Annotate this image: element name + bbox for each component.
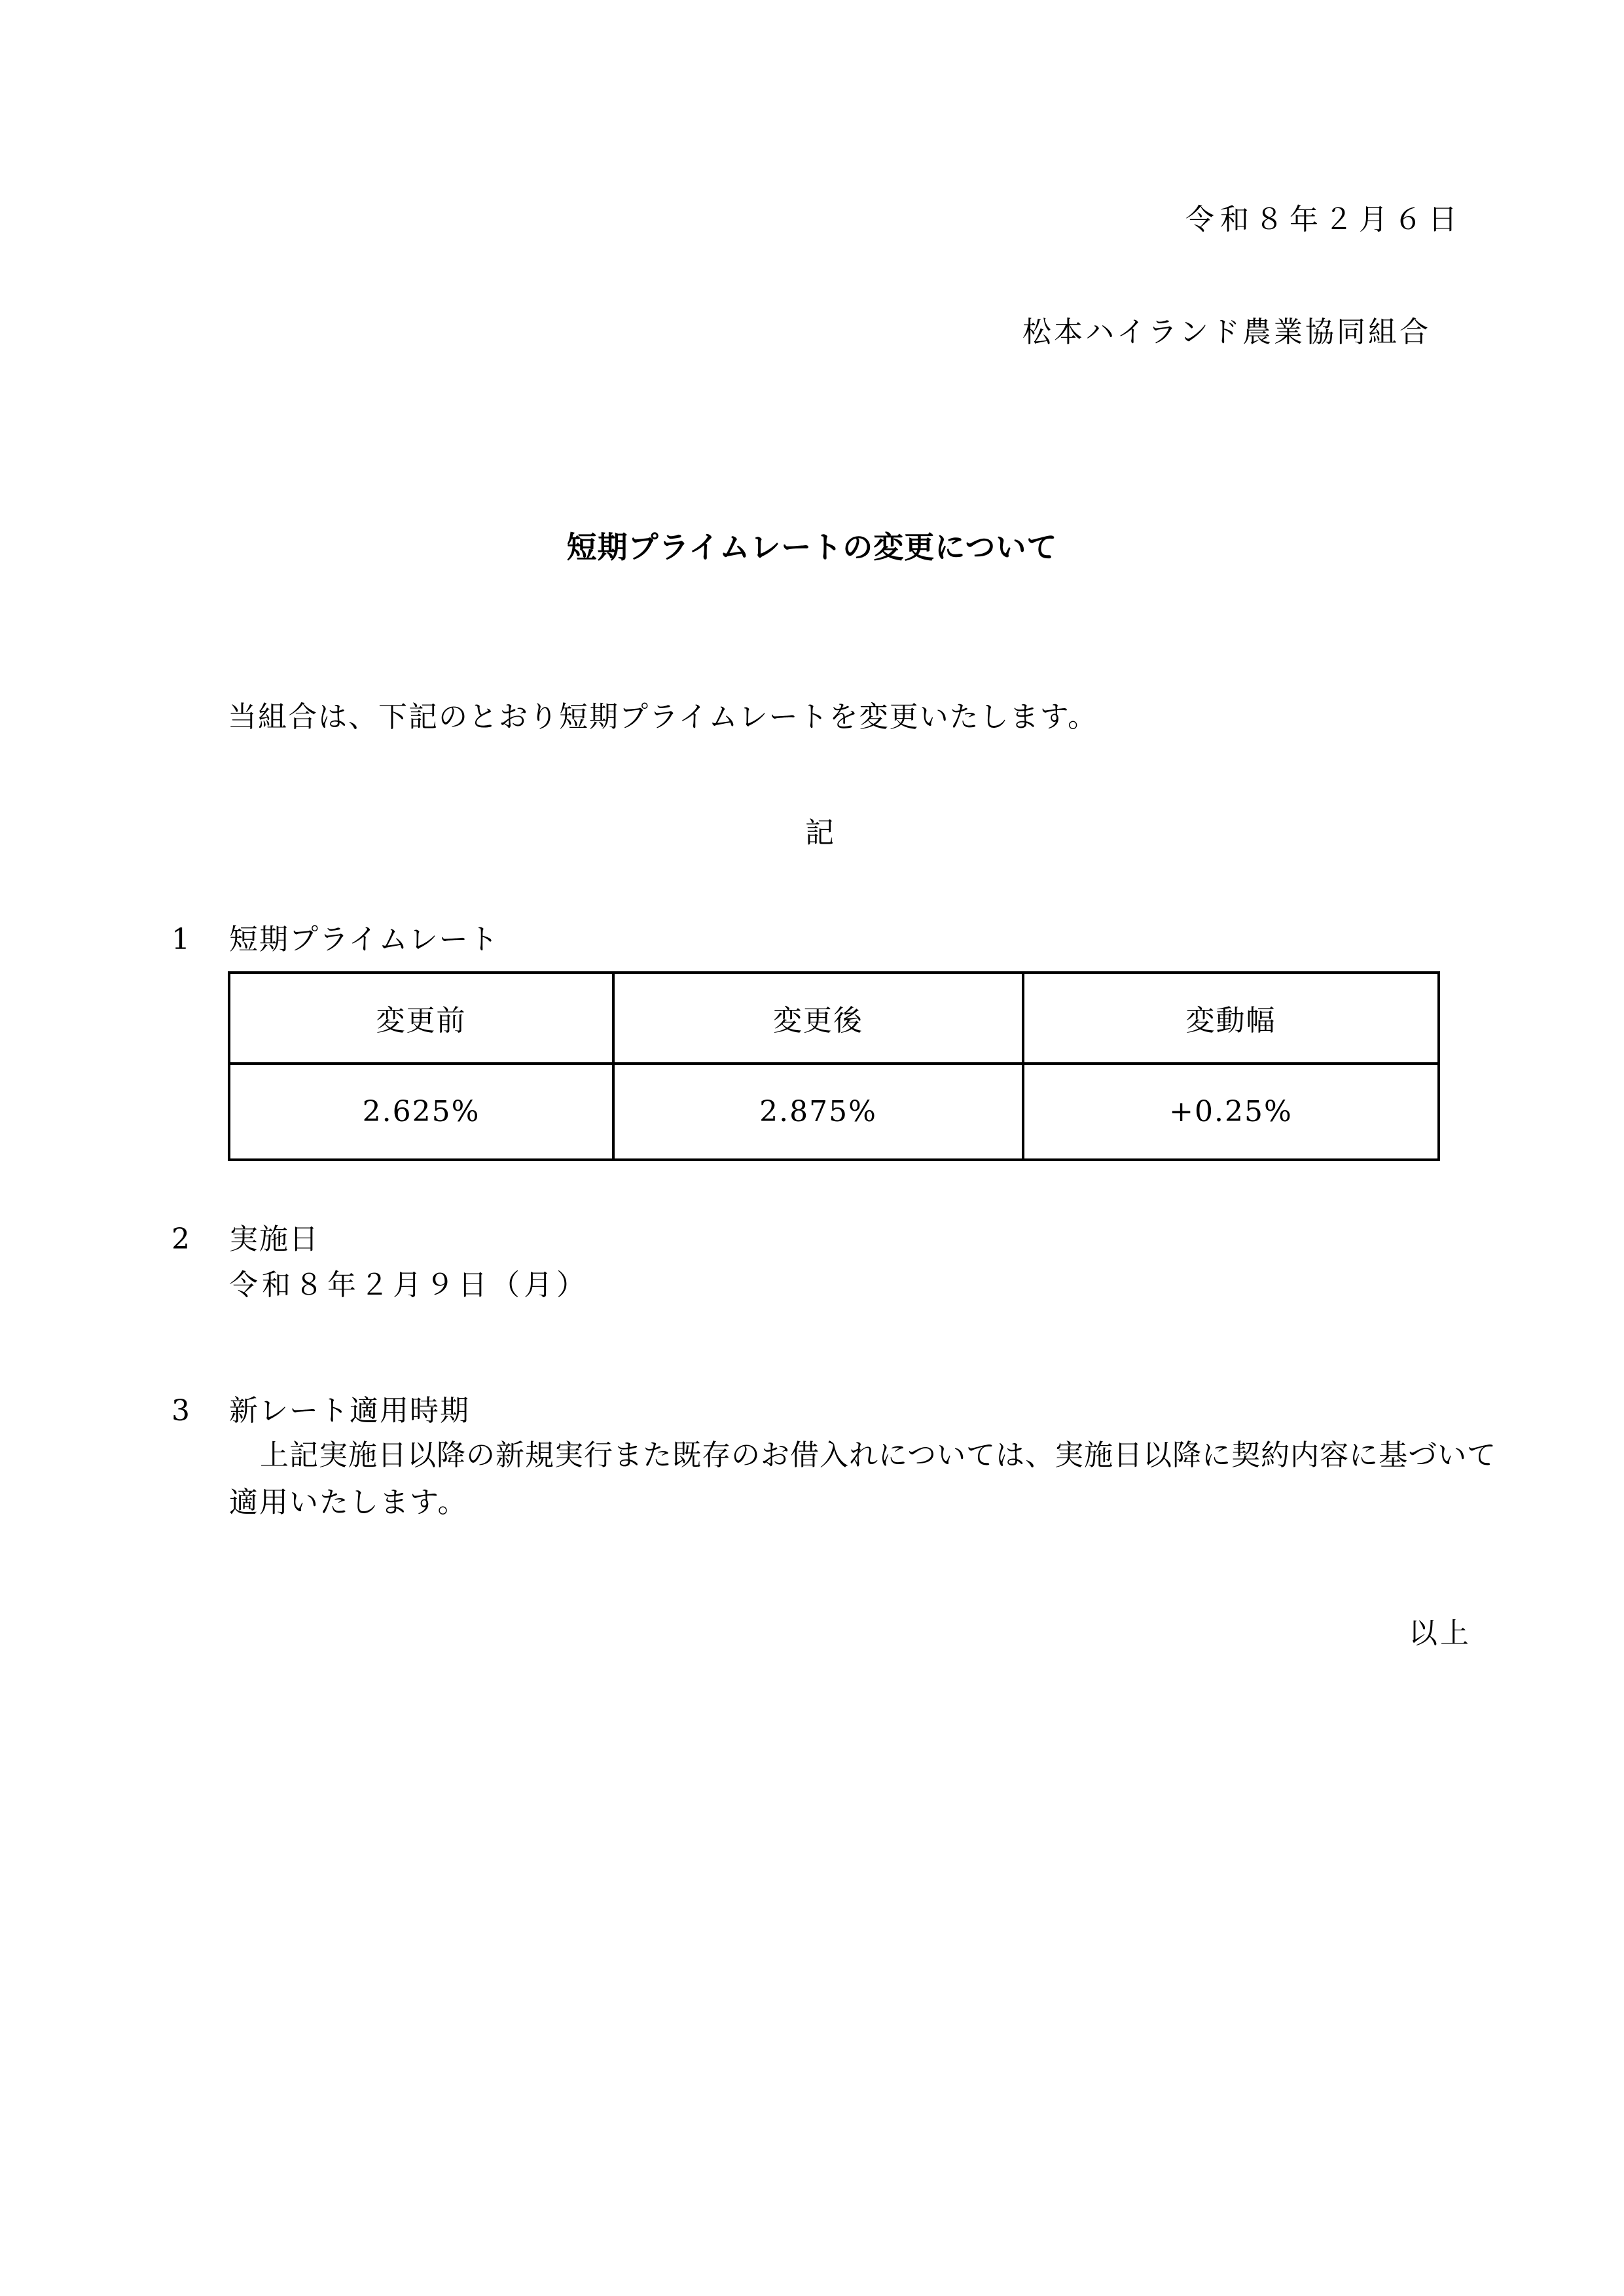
table-header-row <box>229 973 1439 1064</box>
section-3-body-line-2: 適用いたします。 <box>229 1486 468 1519</box>
rate-change: +0.25% <box>1023 1064 1439 1160</box>
section-3-label: 新レート適用時期 <box>229 1394 470 1427</box>
closing-mark: 以上 <box>1409 1617 1471 1650</box>
section-1-number: 1 <box>171 923 190 956</box>
table-row <box>229 1064 1439 1160</box>
header-change: 変動幅 <box>1023 973 1439 1064</box>
ki-heading: 記 <box>805 816 835 850</box>
section-3-number: 3 <box>171 1394 190 1427</box>
issue-date: 令和８年２月６日 <box>1185 203 1463 236</box>
section-3-body-line-1: 上記実施日以降の新規実行また既存のお借入れについては、実施日以降に契約内容に基づいて <box>260 1439 1497 1472</box>
intro-paragraph: 当組合は、下記のとおり短期プライムレートを変更いたします。 <box>228 700 1098 734</box>
rate-after: 2.875% <box>613 1064 1023 1160</box>
rate-before: 2.625% <box>229 1064 613 1160</box>
section-1-label: 短期プライムレート <box>229 923 499 956</box>
header-before: 変更前 <box>229 973 613 1064</box>
header-after: 変更後 <box>613 973 1023 1064</box>
organization-name: 松本ハイランド農業協同組合 <box>1022 315 1431 349</box>
section-2-label: 実施日 <box>229 1223 319 1256</box>
effective-date: 令和８年２月９日（月） <box>229 1268 589 1302</box>
prime-rate-table <box>228 971 1440 1161</box>
section-2-number: 2 <box>171 1223 190 1256</box>
document-title: 短期プライムレートの変更について <box>566 529 1058 565</box>
